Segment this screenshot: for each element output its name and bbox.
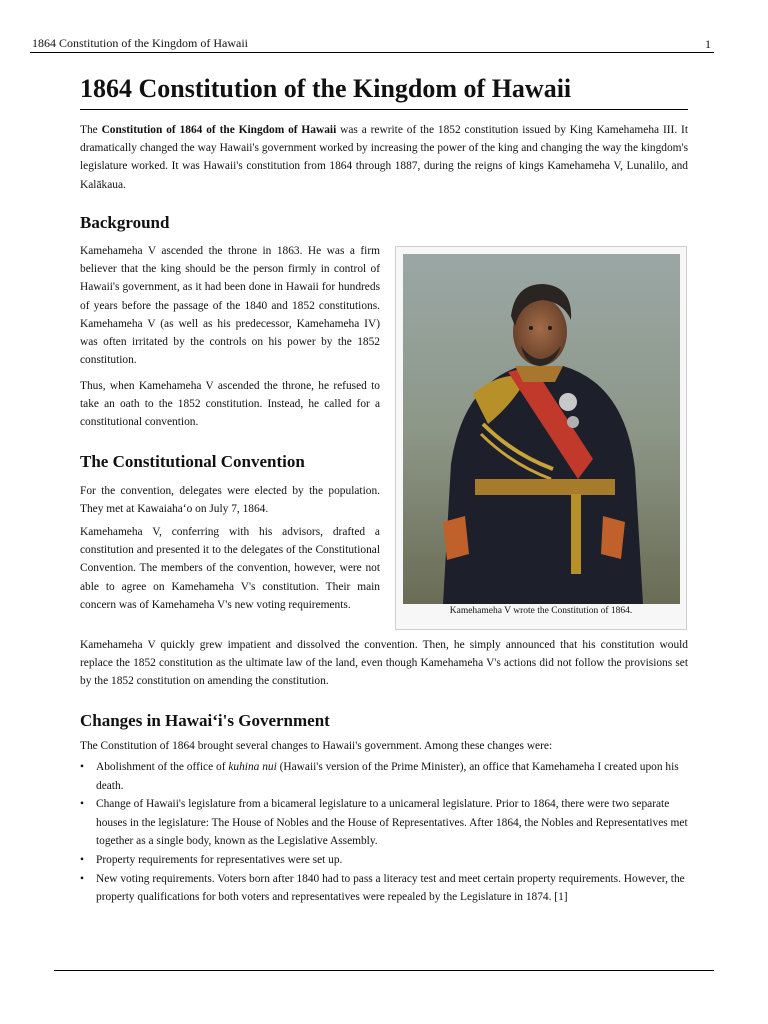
convention-paragraph-1: For the convention, delegates were elected by the population. They met at Kawaiahaʻo on July 7, 1864.: [80, 485, 380, 516]
list-item: • Property requirements for representatives were set up.: [80, 851, 690, 870]
intro-pre: The: [80, 124, 102, 136]
kuhina-nui-term: kuhina nui: [228, 761, 277, 773]
portrait-image: [403, 254, 680, 604]
section-heading-convention: The Constitutional Convention: [80, 452, 305, 471]
list-item: • New voting requirements. Voters born after 1840 had to pass a literacy test and meet certain property requirements. However, the property qualifications for both voters and representatives were repealed by the Legislature in 1874. [1]: [80, 870, 690, 907]
convention-paragraph-2: Kamehameha V, conferring with his advisors, drafted a constitution and presented it to the delegates of the Constitutional Convention. The members of the convention, however, were not able to agree on Kamehameha V's constitution. Their main concern was of Kamehameha V's new voting requirements.: [80, 526, 380, 611]
changes-intro: The Constitution of 1864 brought several changes to Hawaii's government. Among these changes were:: [80, 740, 553, 752]
figure-caption: Kamehameha V wrote the Constitution of 1864.: [449, 606, 633, 616]
background-paragraph-1: Kamehameha V ascended the throne in 1863. He was a firm believer that the king should be the person firmly in control of Hawaii's government, as it had been done in Hawaii for hundreds of years before the passage of the 1840 and 1852 constitutions. Kamehameha V (as well as his predecessor, Kamehameha IV) was often irritated by the controls on his power by the 1852 constitution.: [80, 245, 380, 367]
page-number: 1: [705, 37, 711, 51]
portrait-figure: [395, 246, 687, 630]
running-header: [30, 34, 714, 53]
intro-paragraph: [80, 121, 688, 194]
section-heading-changes: Changes in Hawaiʻi's Government: [80, 711, 330, 730]
page-title: 1864 Constitution of the Kingdom of Hawaii: [80, 72, 688, 110]
bullet-1-pre: Abolishment of the office of: [96, 761, 229, 773]
intro-bold-term: Constitution of 1864 of the Kingdom of Hawaii: [101, 124, 337, 136]
section-heading-background: Background: [80, 213, 170, 232]
convention-paragraph-3: Kamehameha V quickly grew impatient and dissolved the convention. Then, he simply announced that his constitution would replace the 1852 constitution as the ultimate law of the land, even though Kamehameha V's actions did not follow the provisions set by the 1852 constitution on amending the constitution.: [80, 639, 688, 688]
bullet-1-post: (Hawaii's version of the Prime Minister), an office that Kamehameha I created upon his death.: [96, 761, 679, 792]
list-item: [80, 758, 690, 795]
footer-divider: [54, 970, 714, 971]
intro-post: was a rewrite of the 1852 constitution issued by King Kamehameha III. It dramatically changed the way Hawaii's government worked by increasing the power of the king and changing the way the kingdom's legislature worked. It was Hawaii's constitution from 1864 through 1887, during the reigns of kings Kamehameha V, Lunalilo, and Kalākaua.: [80, 124, 688, 191]
list-item: • Change of Hawaii's legislature from a bicameral legislature to a unicameral legislature. Prior to 1864, there were two separate houses in the legislature: The House of Nobles and the House of Representatives. After 1864, the Nobles and Representatives met together as a single body, known as the Legislative Assembly.: [80, 795, 690, 851]
changes-list: [80, 758, 690, 907]
background-paragraph-2: Thus, when Kamehameha V ascended the throne, he refused to take an oath to the 1852 constitution. Instead, he called for a constitutional convention.: [80, 380, 380, 429]
running-header-title: 1864 Constitution of the Kingdom of Hawaii: [32, 36, 248, 50]
